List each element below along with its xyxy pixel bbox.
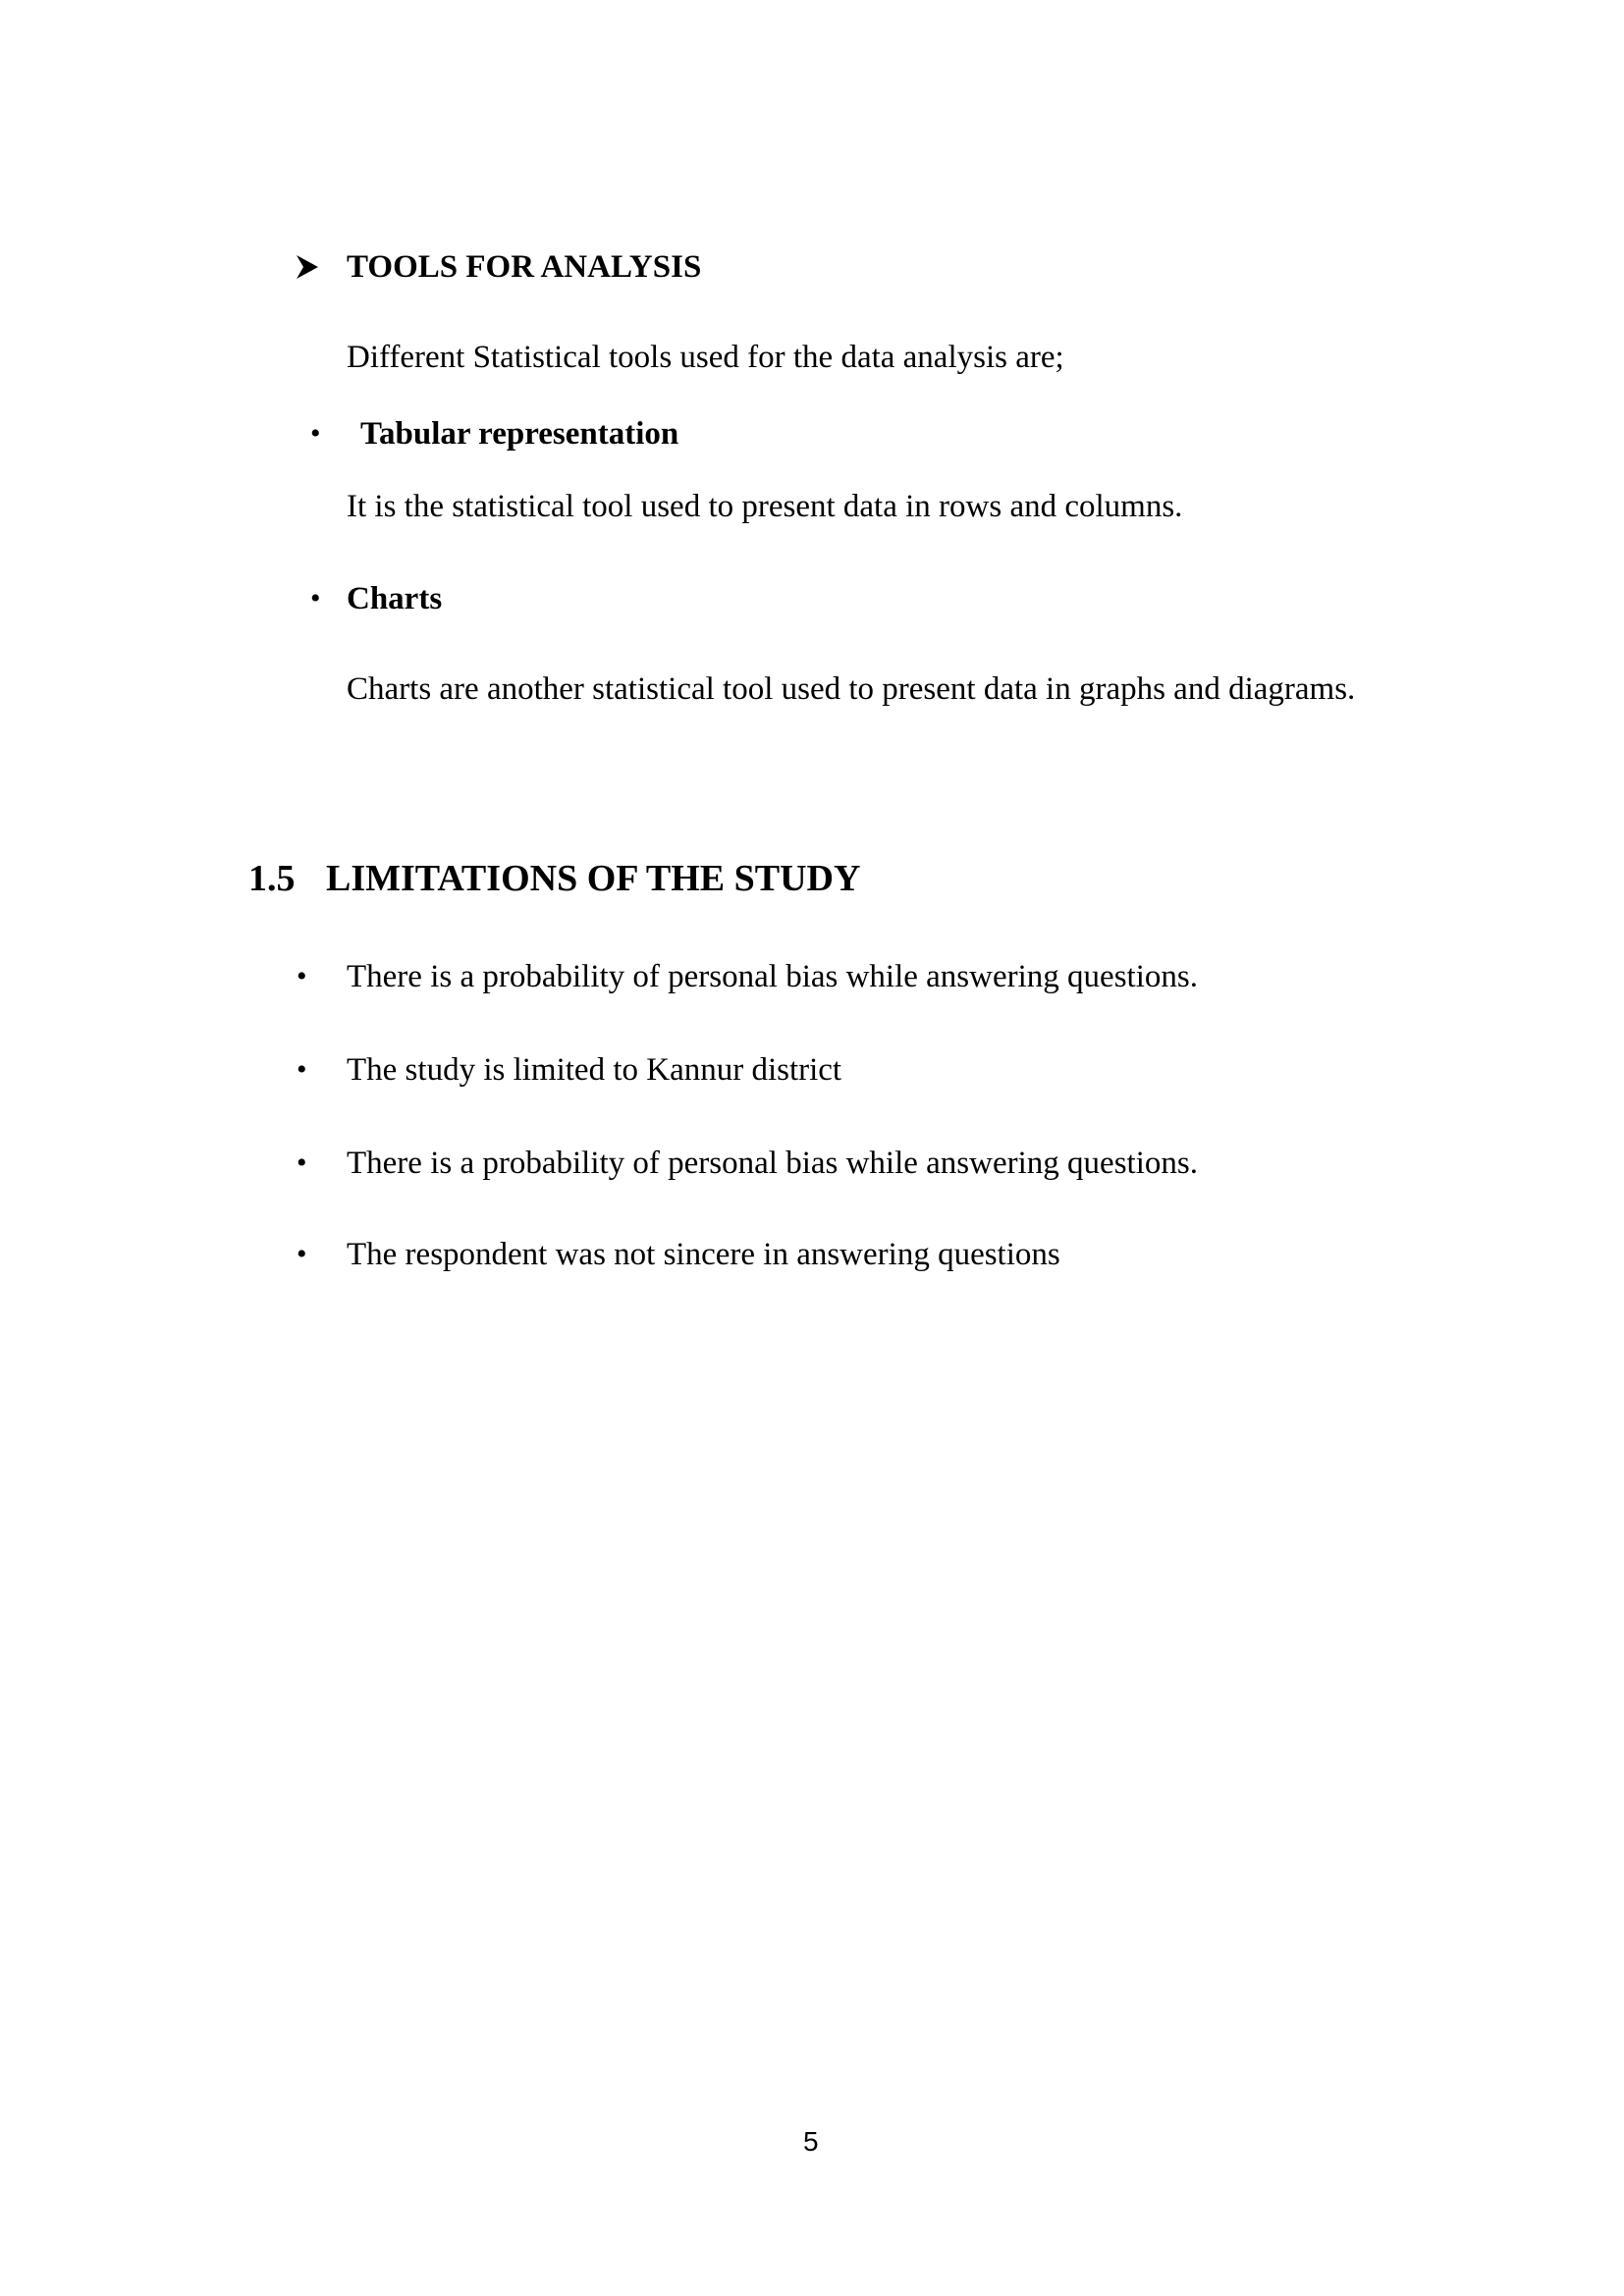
section-number: 1.5 <box>248 858 296 899</box>
tool-description-charts: Charts are another statistical tool used to present data in graphs and diagrams. <box>347 671 1356 707</box>
bullet-icon: • <box>310 417 321 450</box>
page-number: 5 <box>803 2126 819 2157</box>
bullet-icon: • <box>297 960 307 992</box>
section-heading-limitations: LIMITATIONS OF THE STUDY <box>326 858 861 899</box>
list-item: There is a probability of personal bias while answering questions. <box>347 1146 1198 1181</box>
section-heading-tools: TOOLS FOR ANALYSIS <box>347 249 702 285</box>
tool-description-tabular: It is the statistical tool used to present data in rows and columns. <box>347 489 1183 524</box>
tools-intro: Different Statistical tools used for the data analysis are; <box>347 340 1064 375</box>
list-item: The study is limited to Kannur district <box>347 1052 842 1088</box>
bullet-icon: • <box>310 582 321 614</box>
bullet-icon: • <box>297 1147 307 1179</box>
bullet-icon: • <box>297 1053 307 1086</box>
bullet-icon: • <box>297 1238 307 1270</box>
arrow-bullet-icon <box>295 253 320 286</box>
tool-title-charts: Charts <box>347 581 443 616</box>
list-item: The respondent was not sincere in answering questions <box>347 1237 1060 1272</box>
tool-title-tabular: Tabular representation <box>360 416 679 452</box>
list-item: There is a probability of personal bias while answering questions. <box>347 959 1198 994</box>
